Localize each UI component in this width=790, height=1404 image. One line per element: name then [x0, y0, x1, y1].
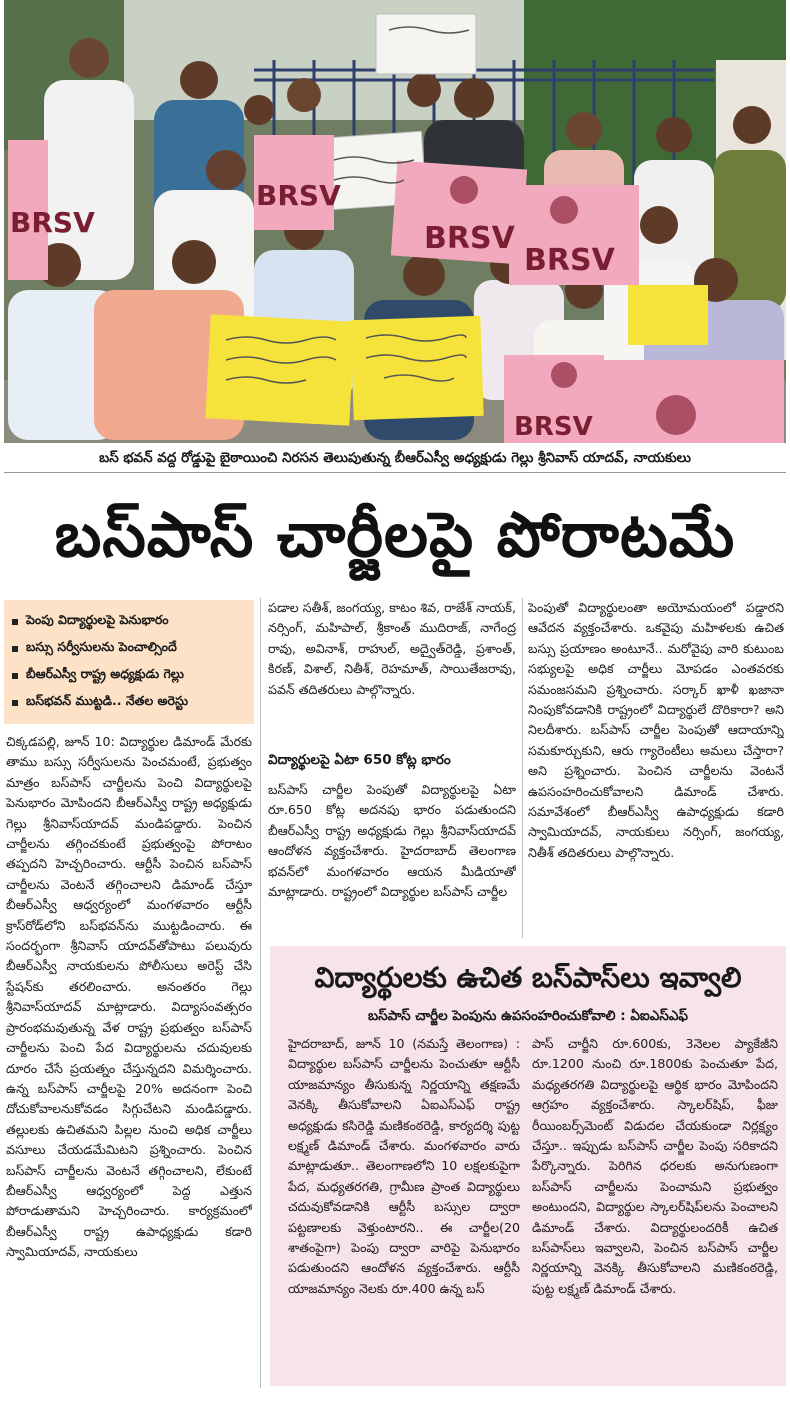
article-column-2-continued	[268, 780, 516, 940]
side-story-column-2	[532, 1034, 778, 1384]
bullet-icon	[12, 646, 18, 652]
banner-label: BRSV	[10, 206, 95, 239]
highlight-text: పెంపు విద్యార్థులపై పెనుభారం	[26, 612, 169, 627]
article-column-3	[528, 598, 784, 938]
news-photo	[4, 0, 786, 443]
highlight-item	[12, 608, 246, 635]
banner-label: BRSV	[524, 243, 615, 278]
article-column-2	[268, 598, 516, 740]
highlight-item	[12, 662, 246, 689]
side-story-subtitle: బస్‌పాస్ చార్జీల పెంపును ఉపసంహరించుకోవాలి : ఏఐఎస్ఎఫ్	[367, 1008, 689, 1024]
article-paragraph: పడాల సతీశ్, జంగయ్య, కాటం శివ, రాజేశ్ నాయక్, నర్సింగ్, మహిపాల్, శ్రీకాంత్ ముదిరాజ్, నాగేంద్ర రావు, అవినాశ్, రాహుల్, అద్వైత్‌రెడ్డి, ప్రశాంత్, కిరణ్, విశాల్, నితీశ్, రెహమాత్, సాయితేజరావు, పవన్ తదితరులు పాల్గొన్నారు.	[268, 600, 516, 697]
article-column-1	[6, 732, 252, 1392]
page-headline: బస్‌పాస్ చార్జీలపై పోరాటమే	[54, 498, 736, 571]
highlight-text: బస్‌భవన్ ముట్టడి.. నేతల అరెస్టు	[26, 693, 189, 708]
column-divider	[522, 598, 523, 938]
photo-caption: బస్ భవన్ వద్ద రోడ్డుపై బైఠాయించి నిరసన తెలుపుతున్న బీఆర్ఎస్వీ అధ్యక్షుడు గెల్లు శ్రీనివాస్ యాదవ్, నాయకులు	[4, 443, 786, 473]
article-paragraph: బస్‌పాస్ చార్జీల పెంపుతో విద్యార్థులపై ఏటా రూ.650 కోట్ల అదనపు భారం పడుతుందని బీఆర్ఎస్వీ రాష్ట్ర అధ్యక్షుడు గెల్లు శ్రీనివాస్‌యాదవ్ ఆందోళన వ్యక్తంచేశారు. హైదరాబాద్ తెలంగాణ భవన్‌లో మంగళవారం ఆయన మీడియాతో మాట్లాడారు. రాష్ట్రంలో విద్యార్థుల బస్‌పాస్ చార్జీల	[268, 782, 516, 900]
article-paragraph: పాస్ చార్జీని రూ.600కు, 3నెలల ప్యాకేజీని రూ.1200 నుంచి రూ.1800కు పెంచుతూ పేద, మధ్యతరగతి విద్యార్థులపై ఆర్థిక భారం మోపిందని ఆగ్రహం వ్యక్తంచేశారు. స్కాలర్‌షిప్, ఫీజు రీయింబర్స్‌మెంట్ విడుదల చేయకుండా నిర్లక్ష్యం చేస్తూ.. ఇప్పుడు బస్‌పాస్ చార్జీల పెంపు సరికాదని పేర్కొన్నారు. పెరిగిన ధరలకు అనుగుణంగా బస్‌పాస్ చార్జీలను పెంచామని ప్రభుత్వం అంటుందని, విద్యార్థుల స్కాలర్‌షిప్‌లను పెంచాలని డిమాండ్ చేశారు. విద్యార్థులందరికీ ఉచిత బస్‌పాస్‌లు ఇవ్వాలని, పెంచిన బస్‌పాస్ చార్జీల నిర్ణయాన్ని వెనక్కి తీసుకోవాలని మణికంఠరెడ్డి, పుట్ట లక్ష్మణ్ డిమాండ్ చేశారు.	[532, 1036, 778, 1296]
article-paragraph: పెంపుతో విద్యార్థులంతా అయోమయంలో పడ్డారని ఆవేదన వ్యక్తంచేశారు. ఒకవైపు మహిళలకు ఉచిత బస్సు ప్రయాణం అంటూనే.. మరోవైపు వారి కుటుంబ సభ్యులపై అధిక చార్జీలు మోపడం ఎంతవరకు సమంజసమని ప్రశ్నించారు. సర్కార్ ఖాళీ ఖజానా నింపుకోవడానికి రాష్ట్రంలో విద్యార్థులే దొరికారా? అని నిలదీశారు. బస్‌పాస్ చార్జీల పెంపుతో ఆదాయాన్ని సమకూర్చుకుని, ఆరు గ్యారెంటీలు అమలు చేస్తారా? అని ప్రశ్నించారు. పెంచిన చార్జీలను వెంటనే ఉపసంహరించుకోవాలని డిమాండ్ చేశారు. సమావేశంలో బీఆర్ఎస్వీ ఉపాధ్యక్షుడు కడారి స్వామియాదవ్, నాయకులు నర్సింగ్, జంగయ్య, నితీశ్ తదితరులు పాల్గొన్నారు.	[528, 600, 784, 860]
article-paragraph: హైదరాబాద్, జూన్ 10 (నమస్తే తెలంగాణ) : విద్యార్థుల బస్‌పాస్ చార్జీలను పెంచుతూ ఆర్టీసీ యాజమాన్యం తీసుకున్న నిర్ణయాన్ని తక్షణమే వెనక్కి తీసుకోవాలని ఏఐఎస్ఎఫ్ రాష్ట్ర అధ్యక్షుడు కసిరెడ్డి మణికంఠరెడ్డి, కార్యదర్శి పుట్ట లక్ష్మణ్ డిమాండ్ చేశారు. మంగళవారం వారు మాట్లాడుతూ.. తెలంగాణలోని 10 లక్షలకుపైగా పేద, మధ్యతరగతి, గ్రామీణ ప్రాంత విద్యార్థులు చదువుకోవడానికి ఆర్టీసీ బస్సుల ద్వారా పట్టణాలకు వెళ్తుంటారని.. ఈ చార్జీల(20 శాతంపైగా) పెంపు ద్వారా వారిపై పెనుభారం పడుతుందని ఆందోళన వ్యక్తంచేశారు. ఆర్టీసీ యాజమాన్యం నెలకు రూ.400 ఉన్న బస్	[288, 1036, 520, 1296]
bullet-icon	[12, 673, 18, 679]
highlight-item	[12, 689, 246, 716]
banner-label: BRSV	[514, 412, 593, 442]
side-story-title: విద్యార్థులకు ఉచిత బస్‌పాస్‌లు ఇవ్వాలి	[314, 961, 742, 994]
article-subheading: విద్యార్థులపై ఏటా 650 కోట్ల భారం	[268, 752, 451, 768]
banner-label: BRSV	[424, 221, 515, 256]
highlight-text: బస్సు సర్వీసులను పెంచాల్సిందే	[26, 639, 177, 654]
column-divider	[260, 598, 261, 1388]
highlights-box	[4, 600, 254, 724]
bullet-icon	[12, 619, 18, 625]
protest-photo-illustration	[4, 0, 786, 443]
banner-label: BRSV	[256, 179, 341, 212]
highlight-item	[12, 635, 246, 662]
highlight-text: బీఆర్ఎస్వీ రాష్ట్ర అధ్యక్షుడు గెల్లు	[26, 666, 184, 681]
bullet-icon	[12, 700, 18, 706]
article-paragraph: చిక్కడపల్లి, జూన్ 10: విద్యార్థుల డిమాండ్ మేరకు తాము బస్సు సర్వీసులను పెంచమంటే, ప్రభుత్వం మాత్రం బస్‌పాస్ చార్జీలను పెంచి విద్యార్థులపై పెనుభారం మోపిందని బీఆర్ఎస్వీ రాష్ట్ర అధ్యక్షుడు గెల్లు శ్రీనివాస్‌యాదవ్ మండిపడ్డారు. పెంచిన చార్జీలను తగ్గించకుంటే ప్రభుత్వంపై పోరాటం తప్పదని హెచ్చరించారు. ఆర్టీసీ పెంచిన బస్‌పాస్ చార్జీలను వెంటనే తగ్గించాలని డిమాండ్ చేస్తూ బీఆర్ఎస్వీ ఆధ్వర్యంలో మంగళవారం ఆర్టీసీ క్రాస్‌రోడ్‌లోని బస్‌భవన్‌ను ముట్టడించారు. ఈ సందర్భంగా శ్రీనివాస్ యాదవ్‌తోపాటు పలువురు బీఆర్ఎస్వీ నాయకులను పోలీసులు అరెస్ట్ చేసి స్టేషన్‌కు తరలించారు. అనంతరం గెల్లు శ్రీనివాస్‌యాదవ్ మాట్లాడారు. విద్యాసంవత్సరం ప్రారంభమవుతున్న వేళ రాష్ట్ర ప్రభుత్వం బస్‌పాస్ చార్జీలను పెంచి పేద విద్యార్థులను చదువులకు దూరం చేసే ప్రయత్నం చేస్తున్నదని విమర్శించారు. ఉన్న బస్‌పాస్ చార్జీలపై 20% అదనంగా పెంచి దోచుకోవాలనుకోవడం సిగ్గుచేటని మండిపడ్డారు. తల్లులకు ఉచితమని పిల్లల నుంచి అధిక చార్జీలు వసూలు చేయడమేమిటని ప్రశ్నించారు. పెంచిన బస్‌పాస్ చార్జీలను వెంటనే తగ్గించాలని, లేకుంటే బీఆర్ఎస్వీ ఆధ్వర్యంలో పెద్ద ఎత్తున పోరాడుతామని హెచ్చరించారు. కార్యక్రమంలో బీఆర్ఎస్వీ రాష్ట్ర ఉపాధ్యక్షుడు కడారి స్వామియాదవ్, నాయకులు	[6, 734, 252, 1260]
side-story-column-1	[288, 1034, 520, 1384]
